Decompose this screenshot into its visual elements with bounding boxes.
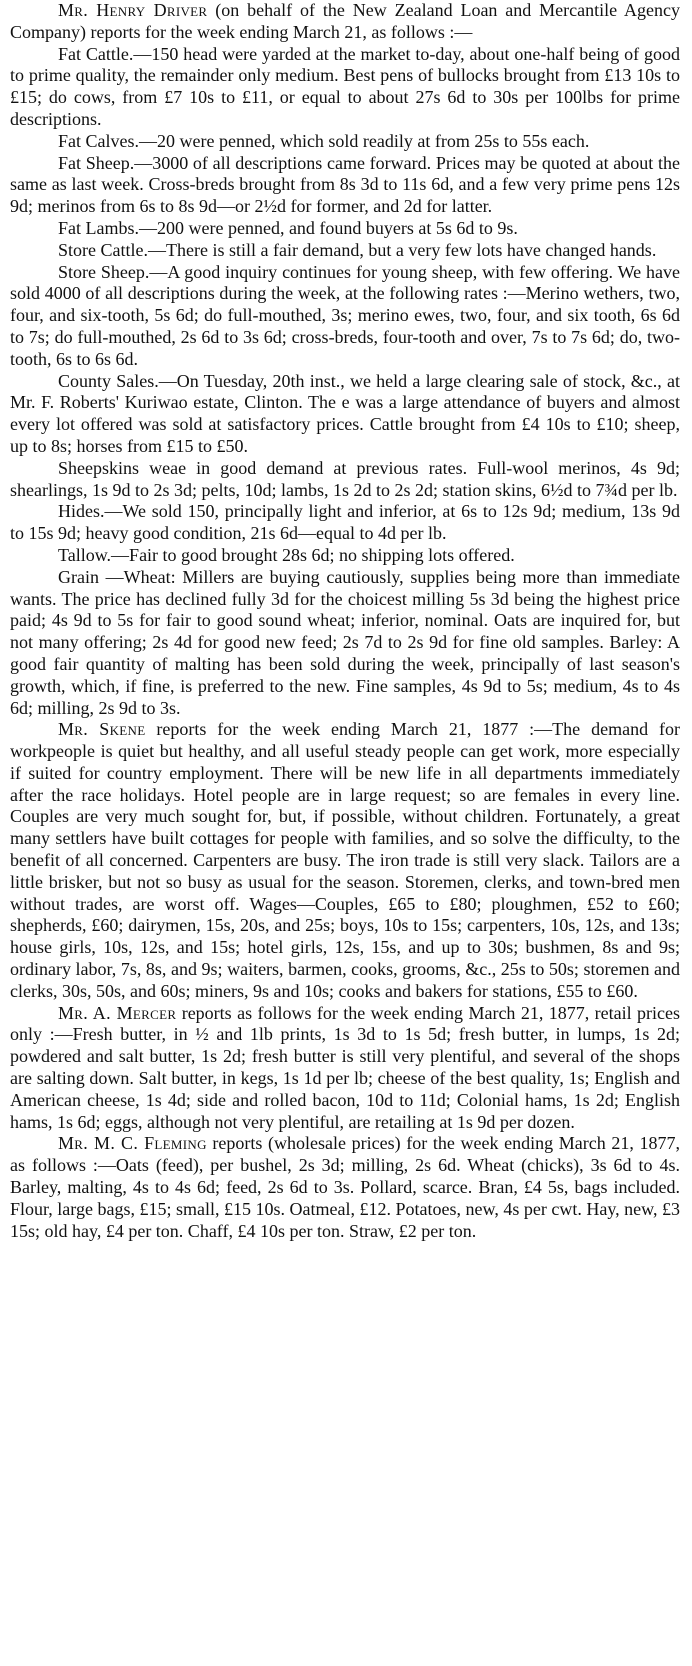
report-paragraph [10, 371, 680, 458]
report-paragraph [10, 262, 680, 371]
report-paragraph [10, 0, 680, 44]
paragraph-text: reports as follows for the week ending March 21, 1877, retail prices only :—Fresh butter, in ½ and 1lb prints, 1s 3d to 1s 5d; fresh butter, in lumps, 1s 2d; powdered and salt butter, 1s 2d; fresh butter is still very plentiful, and several of the shops are salting down. Salt butter, in kegs, 1s 1d per lb; cheese of the best quality, 1s; English and American cheese, 1s 4d; side and rolled bacon, 10d to 11d; Colonial hams, 1s 2d; English hams, 1s 6d; eggs, although not very plentiful, are retailing at 1s 9d per dozen. [10, 1002, 681, 1132]
report-paragraph [10, 501, 680, 545]
report-paragraph [10, 719, 680, 1002]
report-paragraph [10, 131, 680, 153]
report-paragraph [10, 240, 680, 262]
reporter-name: Mr. Skene [58, 719, 146, 740]
reporter-name: Mr. M. C. Fleming [58, 1133, 207, 1154]
paragraph-text: Fat Lambs.—200 were penned, and found buyers at 5s 6d to 9s. [58, 217, 518, 238]
paragraph-text: (on behalf of the New Zealand Loan and Mercantile Agency Company) reports for the week ending March 21, as follows :— [10, 0, 680, 42]
paragraph-text: Hides.—We sold 150, principally light and inferior, at 6s to 12s 9d; medium, 13s 9d to 15s 9d; heavy good condition, 21s 6d—equal to 4d per lb. [10, 501, 680, 544]
reporter-name: Mr. A. Mercer [58, 1002, 177, 1023]
report-paragraph [10, 458, 680, 502]
report-paragraph [10, 545, 680, 567]
report-paragraph [10, 44, 680, 131]
paragraph-text: Store Sheep.—A good inquiry continues for young sheep, with few offering. We have sold 4000 of all descriptions during the week, at the following rates :—Merino wethers, two, four, and six-tooth, 5s 6d; do full-mouthed, 3s; merino ewes, two, four, and six tooth, 6s 6d to 7s; do full-mouthed, 2s 6d to 3s 6d; cross-breds, four-tooth and over, 7s to 7s 6d; do, two-tooth, 6s to 6s 6d. [10, 261, 680, 369]
paragraph-text: Tallow.—Fair to good brought 28s 6d; no shipping lots offered. [58, 544, 515, 565]
paragraph-text: reports for the week ending March 21, 1877 :—The demand for workpeople is quiet but healthy, and all useful steady people can get work, more especially if suited for country employment. There will be new life in all departments immediately after the race holidays. Hotel people are in large request; so are females in every line. Couples are very much sought for, but, if possible, without children. Fortunately, a great many settlers have built cottages for people with families, and so solve the difficulty, to the benefit of all concerned. Carpenters are busy. The iron trade is still very slack. Tailors are a little brisker, but not so busy as usual for the season. Storemen, clerks, and town-bred men without trades, are worst off. Wages—Couples, £65 to £80; ploughmen, £52 to £60; shepherds, £60; dairymen, 15s, 20s, and 25s; boys, 10s to 15s; carpenters, 10s, 12s, and 13s; house girls, 10s, 12s, and 15s; hotel girls, 12s, 15s, and up to 30s; bushmen, 8s and 9s; ordinary labor, 7s, 8s, and 9s; waiters, barmen, cooks, grooms, &c., 25s to 50s; storemen and clerks, 30s, 50s, and 60s; miners, 9s and 10s; cooks and bakers for stations, £55 to £60. [10, 719, 680, 1001]
paragraph-text: Fat Cattle.—150 head were yarded at the market to-day, about one-half being of good to prime quality, the remainder only medium. Best pens of bullocks brought from £13 10s to £15; do cows, from £7 10s to £11, or equal to about 27s 6d to 30s per 100lbs for prime descriptions. [10, 43, 680, 129]
paragraph-text: Fat Calves.—20 were penned, which sold readily at from 25s to 55s each. [58, 130, 590, 151]
report-paragraph [10, 218, 680, 240]
report-paragraph [10, 1133, 680, 1242]
report-paragraph [10, 153, 680, 218]
report-paragraph [10, 1003, 680, 1134]
reporter-name: Mr. Henry Driver [58, 0, 208, 20]
paragraph-text: Sheepskins weae in good demand at previous rates. Full-wool merinos, 4s 9d; shearlings, 1s 9d to 2s 3d; pelts, 10d; lambs, 1s 2d to 2s 2d; station skins, 6½d to 7¾d per lb. [10, 457, 680, 500]
paragraph-text: County Sales.—On Tuesday, 20th inst., we held a large clearing sale of stock, &c., at Mr. F. Roberts' Kuriwao estate, Clinton. The e was a large attendance of buyers and almost every lot offered was sold at satisfactory prices. Cattle brought from £4 10s to £10; sheep, up to 8s; horses from £15 to £50. [10, 370, 680, 456]
paragraph-text: Fat Sheep.—3000 of all descriptions came forward. Prices may be quoted at about the same as last week. Cross-breds brought from 8s 3d to 11s 6d, and a few very prime pens 12s 9d; merinos from 6s to 8s 9d—or 2½d for former, and 2d for latter. [10, 152, 680, 217]
paragraph-text: Grain —Wheat: Millers are buying cautiously, supplies being more than immediate wants. The price has declined fully 3d for the choicest milling 5s 3d being the highest price paid; 4s 9d to 5s for fair to good sound wheat; inferior, nominal. Oats are inquired for, but not many offering; 2s 4d for good new feed; 2s 7d to 2s 9d for fine old samples. Barley: A good fair quantity of malting has been sold during the week, principally of last season's growth, which, if fine, is preferred to the new. Fine samples, 4s 9d to 5s; medium, 4s to 4s 6d; milling, 2s 9d to 3s. [10, 566, 680, 718]
report-paragraph [10, 567, 680, 720]
paragraph-text: reports (wholesale prices) for the week ending March 21, 1877, as follows :—Oats (feed), per bushel, 2s 3d; milling, 2s 6d. Wheat (chicks), 3s 6d to 4s. Barley, malting, 4s to 4s 6d; feed, 2s 6d to 3s. Pollard, scarce. Bran, £4 5s, bags included. Flour, large bags, £15; small, £15 10s. Oatmeal, £12. Potatoes, new, 4s per cwt. Hay, new, £3 15s; old hay, £4 per ton. Chaff, £4 10s per ton. Straw, £2 per ton. [10, 1133, 680, 1241]
paragraph-text: Store Cattle.—There is still a fair demand, but a very few lots have changed hands. [58, 239, 657, 260]
